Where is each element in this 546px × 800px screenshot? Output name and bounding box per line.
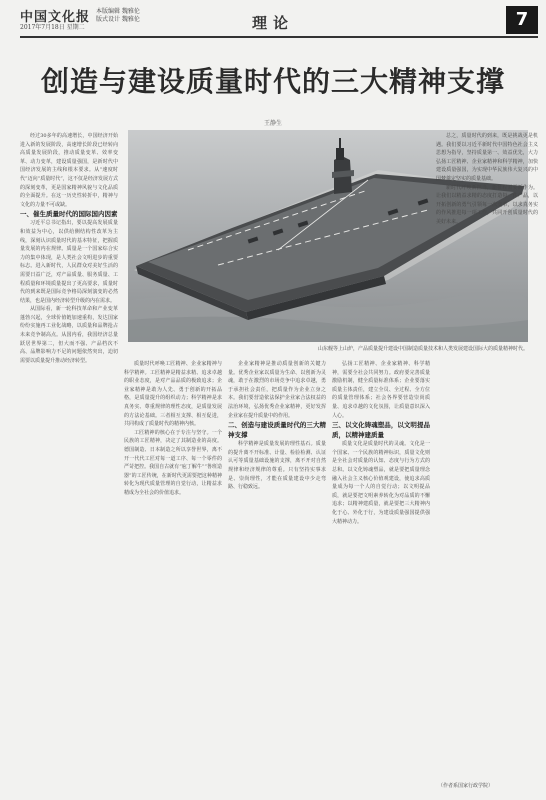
designer-line: 版式设计 魏雅伦	[96, 16, 140, 23]
author-affiliation: （作者系国家行政学院）	[438, 783, 494, 789]
paragraph: 经过30多年的高速增长，中国经济开始进入新的发展阶段，高速增长阶段已经转向高质量发展阶段，推动质量变革、效率变革、动力变革，建设质量强国，是新时代中国经济发展的主线和根本要求。从“速度时代”迈向“质量时代”，这不仅是经济发展方式的深刻变革，更是国家精神风貌与文化品质的全面提升。在这一历史性转折中，精神与文化的力量不可或缺。	[20, 133, 118, 208]
subheading: 三、以文化铸魂塑品，以文明提品质，以精神建质量	[332, 421, 430, 440]
text-column-2	[124, 360, 222, 778]
page-number: 7	[506, 6, 538, 34]
issue-date: 2017年7月18日 星期二	[20, 24, 85, 31]
article-headline: 创造与建设质量时代的三大精神支撑	[40, 65, 505, 98]
subheading: 二、创造与建设质量时代的三大精神支撑	[228, 421, 326, 440]
paragraph: 质量文化是质量时代的灵魂。文化是一个国家、一个民族的精神标识，质量文化则是全社会对质量的认知、态度与行为方式的总和。以文化铸魂塑品，就是要把质量理念融入社会主义核心价值观建设，使追求高质量成为每一个人的自觉行动；以文明提品质，就是要把文明素养转化为对品质的不懈追求；以精神建质量，就是要把三大精神内化于心、外化于行，为建设质量强国提供强大精神动力。	[332, 441, 430, 525]
masthead	[0, 0, 546, 38]
text-column-3	[228, 360, 326, 778]
editor-credits	[96, 8, 140, 24]
paragraph: 从国际看，新一轮科技革命和产业变革蓬勃兴起，全球价值链加速重构，发达国家纷纷实施再工业化战略，以质量和品牌抢占未来竞争制高点。从国内看，我国经济总量跃居世界第二，但大而不强、产品档次不高、品牌影响力不足的问题依然突出，迫切需要以质量提升推动经济转型。	[20, 306, 118, 364]
editor-line: 本版编辑 魏雅伦	[96, 8, 140, 15]
paragraph: 工匠精神的核心在于专注与坚守。一个民族的工匠精神，决定了其制造业的高度。德国制造、日本制造之所以享誉世界，离不开一代代工匠对每一道工序、每一个零件的严苛把控。我国自古就有“庖丁解牛”“鲁班造器”的工匠传统，在新时代更需要把这种精神转化为现代质量管理的自觉行动，让精益求精成为全社会的价值追求。	[124, 429, 222, 496]
section-title: 理论	[252, 14, 295, 32]
paragraph: 新时代呼唤新担当，新征程需要新作为。让我们以精益求精的态度打造每一件产品，以开拓创新的勇气引领每一次变革，以求真务实的作风推进每一项工作，共同开创质量时代的美好未来。	[436, 184, 538, 225]
paragraph: 企业家精神是推动质量创新的关键力量。优秀企业家以质量为生命、以创新为灵魂，敢于在激烈的市场竞争中追求卓越，勇于承担社会责任，把质量作为企业立身之本。我们要营造依法保护企业家合法权益的法治环境，弘扬优秀企业家精神，更好发挥企业家在提升质量中的作用。	[228, 361, 326, 419]
paragraph: 总之，质量时代的到来，既是挑战更是机遇。我们要以习近平新时代中国特色社会主义思想为指导，坚持质量第一、效益优先，大力弘扬工匠精神、企业家精神和科学精神，加快建设质量强国，为实现中华民族伟大复兴的中国梦奠定坚实的质量基础。	[436, 133, 538, 182]
article-author: 王静生	[263, 120, 282, 127]
text-column-1	[20, 132, 118, 777]
paragraph: 质量时代呼唤工匠精神、企业家精神与科学精神。工匠精神是精益求精、追求卓越的职业态度，是对产品品质的极致追求；企业家精神是敢为人先、勇于创新的开拓品格，是质量提升的组织动力；科学精神是求真务实、尊重规律的理性态度，是质量发展的方法论基础。三者相互支撑、相互促进，共同构成了质量时代的精神内核。	[124, 361, 222, 428]
paragraph: 弘扬工匠精神、企业家精神、科学精神，需要全社会共同努力。政府要完善质量激励机制，健全质量标准体系；企业要落实质量主体责任，建立全员、全过程、全方位的质量管理体系；社会各界要营造崇尚质量、追求卓越的文化氛围，让质量意识深入人心。	[332, 361, 430, 419]
masthead-divider	[20, 36, 538, 38]
newspaper-logo: 中国文化报	[20, 10, 91, 25]
text-column-4	[332, 360, 430, 778]
paragraph: 习近平总书记指出，要以提高发展质量和效益为中心，以供给侧结构性改革为主线，深刻认识质量时代的基本特征，把握质量发展的内在规律。质量是一个国家综合实力的集中体现，是人类社会文明进步的重要标志。进入新时代，人民群众对美好生活的需要日益广泛，对产品质量、服务质量、工程质量和环境质量提出了更高要求，质量时代的到来既是国际竞争格局深刻演变的必然结果，也是国内经济转型升级的内在需求。	[20, 220, 118, 304]
subheading: 一、催生质量时代的国际国内因素	[20, 210, 118, 219]
paragraph: 科学精神是质量发展的理性基石。质量的提升离不开标准、计量、检验检测、认证认可等质量基础设施的支撑，离不开对自然规律和经济规律的尊重。只有坚持实事求是、崇尚理性，才能在质量建设中少走弯路、行稳致远。	[228, 441, 326, 491]
photo-caption: 山东舰等上山炉，产品质量提升建设中国制造质量技术和人类发展建设国际大的质量精神时代。	[317, 346, 528, 352]
text-column-5	[436, 132, 538, 777]
